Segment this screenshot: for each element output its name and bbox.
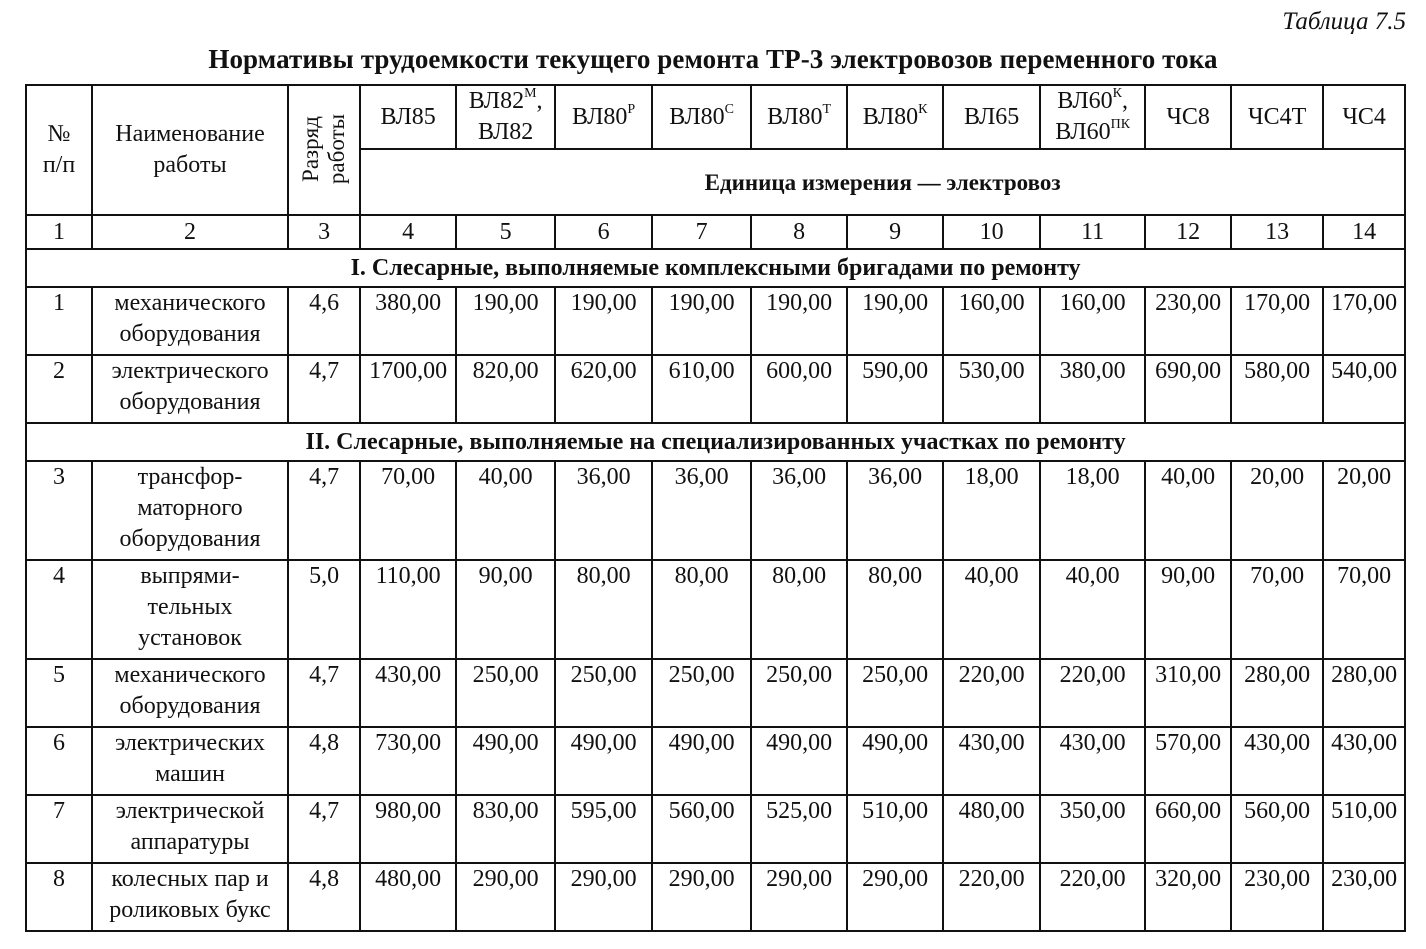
work-name-line: маторного (137, 495, 243, 521)
unit-cell: Единица измерения — электровоз (360, 149, 1405, 215)
table-title: Нормативы трудоемкости текущего ремонта ТР-3 электровозов переменного тока (208, 44, 1218, 74)
labor-value: 430,00 (943, 727, 1040, 795)
work-name (92, 560, 288, 659)
work-name-line: машин (155, 761, 225, 787)
locomotive-header (751, 85, 847, 149)
labor-value: 430,00 (360, 659, 456, 727)
labor-value: 70,00 (1231, 560, 1323, 659)
column-index: 14 (1323, 215, 1405, 249)
labor-value: 250,00 (456, 659, 555, 727)
labor-value: 590,00 (847, 355, 943, 423)
labor-value: 690,00 (1145, 355, 1231, 423)
work-name (92, 659, 288, 727)
locomotive-index: К (918, 101, 928, 117)
labor-value: 160,00 (943, 287, 1040, 355)
labor-value: 90,00 (1145, 560, 1231, 659)
work-name-line: роликовых букс (109, 897, 271, 923)
work-name-line: аппаратуры (130, 829, 250, 855)
labor-value: 480,00 (360, 863, 456, 931)
labor-value: 70,00 (360, 461, 456, 560)
column-index: 2 (92, 215, 288, 249)
row-number: 3 (26, 461, 92, 560)
locomotive-header (1145, 85, 1231, 149)
locomotive-header (555, 85, 652, 149)
row-number: 6 (26, 727, 92, 795)
locomotive-name: ВЛ80 (572, 103, 628, 130)
labor-value: 280,00 (1231, 659, 1323, 727)
locomotive-name: ВЛ65 (963, 103, 1020, 130)
labor-value: 36,00 (652, 461, 751, 560)
header-name-line: работы (153, 152, 227, 178)
labor-value: 730,00 (360, 727, 456, 795)
work-name-line: оборудования (119, 321, 261, 347)
column-index: 7 (652, 215, 751, 249)
labor-value: 320,00 (1145, 863, 1231, 931)
labor-value: 540,00 (1323, 355, 1405, 423)
table-row (26, 560, 1405, 659)
labor-value: 230,00 (1323, 863, 1405, 931)
labor-value: 380,00 (1040, 355, 1145, 423)
locomotive-name: ЧС4Т (1247, 103, 1307, 130)
header-number-abbr: п/п (42, 152, 76, 178)
labor-value: 40,00 (1040, 560, 1145, 659)
header-grade-cell (288, 85, 360, 215)
locomotive-header (360, 85, 456, 149)
header-name-cell (92, 85, 288, 215)
row-number: 1 (26, 287, 92, 355)
labor-value: 40,00 (943, 560, 1040, 659)
column-index: 12 (1145, 215, 1231, 249)
work-name (92, 287, 288, 355)
locomotive-index: К (1112, 86, 1122, 101)
header-grade-line: Разряд (298, 115, 324, 182)
labor-value: 560,00 (1231, 795, 1323, 863)
header-name-line: Наименование (115, 121, 265, 147)
labor-value: 310,00 (1145, 659, 1231, 727)
work-name-line: оборудования (119, 526, 261, 552)
labor-value: 20,00 (1231, 461, 1323, 560)
labor-value: 220,00 (943, 659, 1040, 727)
labor-value: 170,00 (1323, 287, 1405, 355)
locomotive-name: ВЛ80 (862, 103, 919, 130)
table-number: Таблица 7.5 (1282, 8, 1406, 35)
table-row (26, 287, 1405, 355)
labor-value: 220,00 (943, 863, 1040, 931)
column-index: 5 (456, 215, 555, 249)
column-index: 8 (751, 215, 847, 249)
labor-value: 190,00 (456, 287, 555, 355)
table-row (26, 355, 1405, 423)
labor-value: 160,00 (1040, 287, 1145, 355)
locomotive-name: ВЛ80 (669, 103, 725, 130)
work-grade: 4,7 (288, 461, 360, 560)
header-number-cell (26, 85, 92, 215)
work-name-line: электрического (111, 358, 269, 384)
labor-value: 230,00 (1145, 287, 1231, 355)
labor-value: 70,00 (1323, 560, 1405, 659)
column-index: 11 (1040, 215, 1145, 249)
table-row (26, 461, 1405, 560)
work-grade: 4,6 (288, 287, 360, 355)
locomotive-name: ЧС8 (1166, 103, 1210, 130)
locomotive-name: ВЛ85 (380, 103, 436, 130)
labor-value: 380,00 (360, 287, 456, 355)
labor-value: 290,00 (652, 863, 751, 931)
labor-value: 430,00 (1040, 727, 1145, 795)
labor-value: 190,00 (555, 287, 652, 355)
work-name (92, 727, 288, 795)
labor-value: 18,00 (1040, 461, 1145, 560)
column-index: 13 (1231, 215, 1323, 249)
table-row (26, 659, 1405, 727)
work-name (92, 795, 288, 863)
locomotive-name: ЧС4 (1342, 103, 1386, 130)
work-name-line: колесных пар и (111, 866, 269, 892)
labor-value: 530,00 (943, 355, 1040, 423)
work-name-line: механического (114, 290, 266, 316)
locomotive-name: ВЛ82 (477, 119, 534, 145)
labor-value: 170,00 (1231, 287, 1323, 355)
locomotive-header (1231, 85, 1323, 149)
column-index: 1 (26, 215, 92, 249)
labor-value: 600,00 (751, 355, 847, 423)
locomotive-header (652, 85, 751, 149)
locomotive-header (1040, 85, 1145, 149)
row-number: 5 (26, 659, 92, 727)
locomotive-header (943, 85, 1040, 149)
work-grade: 4,7 (288, 355, 360, 423)
labor-value: 250,00 (555, 659, 652, 727)
locomotive-header (456, 85, 555, 149)
labor-value: 480,00 (943, 795, 1040, 863)
labor-value: 290,00 (847, 863, 943, 931)
table-row (26, 795, 1405, 863)
work-name-line: трансфор- (137, 464, 243, 490)
labor-value: 80,00 (555, 560, 652, 659)
labor-value: 80,00 (751, 560, 847, 659)
column-index-row (26, 215, 1405, 249)
labor-value: 280,00 (1323, 659, 1405, 727)
work-name-line: электрической (115, 798, 265, 824)
labor-value: 525,00 (751, 795, 847, 863)
work-grade: 4,8 (288, 863, 360, 931)
labor-value: 820,00 (456, 355, 555, 423)
labor-value: 80,00 (847, 560, 943, 659)
labor-value: 80,00 (652, 560, 751, 659)
work-name-line: тельных (147, 594, 233, 620)
labor-value: 490,00 (456, 727, 555, 795)
labor-value: 250,00 (751, 659, 847, 727)
work-grade: 4,8 (288, 727, 360, 795)
row-number: 7 (26, 795, 92, 863)
labor-value: 620,00 (555, 355, 652, 423)
labor-value: 490,00 (847, 727, 943, 795)
column-index: 4 (360, 215, 456, 249)
labor-value: 570,00 (1145, 727, 1231, 795)
row-number: 8 (26, 863, 92, 931)
labor-value: 190,00 (652, 287, 751, 355)
locomotive-name: ВЛ60 (1057, 88, 1113, 114)
column-index: 6 (555, 215, 652, 249)
labor-value: 430,00 (1231, 727, 1323, 795)
labor-value: 90,00 (456, 560, 555, 659)
locomotive-index: М (524, 86, 537, 101)
work-name-line: выпрями- (140, 563, 240, 589)
labor-value: 430,00 (1323, 727, 1405, 795)
work-grade: 4,7 (288, 659, 360, 727)
labor-value: 830,00 (456, 795, 555, 863)
locomotive-index: Т (822, 101, 832, 117)
labor-value: 290,00 (751, 863, 847, 931)
labor-value: 560,00 (652, 795, 751, 863)
labor-value: 490,00 (652, 727, 751, 795)
work-name (92, 355, 288, 423)
column-index: 3 (288, 215, 360, 249)
labor-value: 490,00 (555, 727, 652, 795)
row-number: 4 (26, 560, 92, 659)
locomotive-index: С (724, 101, 734, 117)
norms-table (25, 84, 1406, 932)
labor-value: 110,00 (360, 560, 456, 659)
labor-value: 980,00 (360, 795, 456, 863)
table-row (26, 863, 1405, 931)
work-grade: 4,7 (288, 795, 360, 863)
labor-value: 36,00 (555, 461, 652, 560)
labor-value: 220,00 (1040, 863, 1145, 931)
table-row (26, 727, 1405, 795)
work-name (92, 863, 288, 931)
separator: , (536, 88, 543, 114)
locomotive-name: ВЛ80 (767, 103, 823, 130)
separator: , (1121, 88, 1128, 114)
labor-value: 40,00 (1145, 461, 1231, 560)
work-name (92, 461, 288, 560)
row-number: 2 (26, 355, 92, 423)
work-name-line: оборудования (119, 389, 261, 415)
header-grade-label (298, 113, 350, 183)
labor-value: 610,00 (652, 355, 751, 423)
labor-value: 40,00 (456, 461, 555, 560)
labor-value: 190,00 (847, 287, 943, 355)
header-number-symbol: № (47, 121, 71, 147)
labor-value: 490,00 (751, 727, 847, 795)
labor-value: 36,00 (847, 461, 943, 560)
labor-value: 580,00 (1231, 355, 1323, 423)
labor-value: 510,00 (1323, 795, 1405, 863)
labor-value: 290,00 (456, 863, 555, 931)
labor-value: 220,00 (1040, 659, 1145, 727)
work-name-line: установок (138, 625, 242, 651)
locomotive-index: Р (627, 101, 636, 117)
column-index: 10 (943, 215, 1040, 249)
labor-value: 18,00 (943, 461, 1040, 560)
labor-value: 190,00 (751, 287, 847, 355)
work-name-line: механического (114, 662, 266, 688)
labor-value: 250,00 (847, 659, 943, 727)
labor-value: 510,00 (847, 795, 943, 863)
locomotive-name: ВЛ60 (1055, 119, 1111, 145)
locomotive-header (847, 85, 943, 149)
section-heading: I. Слесарные, выполняемые комплексными бригадами по ремонту (26, 249, 1405, 287)
column-index: 9 (847, 215, 943, 249)
labor-value: 660,00 (1145, 795, 1231, 863)
work-grade: 5,0 (288, 560, 360, 659)
header-row (26, 85, 1405, 149)
work-name-line: оборудования (119, 693, 261, 719)
labor-value: 1700,00 (360, 355, 456, 423)
section-row (26, 249, 1405, 287)
labor-value: 595,00 (555, 795, 652, 863)
labor-value: 350,00 (1040, 795, 1145, 863)
locomotive-header (1323, 85, 1405, 149)
labor-value: 36,00 (751, 461, 847, 560)
section-heading: II. Слесарные, выполняемые на специализированных участках по ремонту (26, 423, 1405, 461)
labor-value: 20,00 (1323, 461, 1405, 560)
section-row (26, 423, 1405, 461)
locomotive-index: ПК (1110, 117, 1131, 132)
locomotive-name: ВЛ82 (468, 88, 525, 114)
header-grade-line: работы (324, 113, 350, 184)
labor-value: 230,00 (1231, 863, 1323, 931)
labor-value: 250,00 (652, 659, 751, 727)
work-name-line: электрических (115, 730, 265, 756)
labor-value: 290,00 (555, 863, 652, 931)
